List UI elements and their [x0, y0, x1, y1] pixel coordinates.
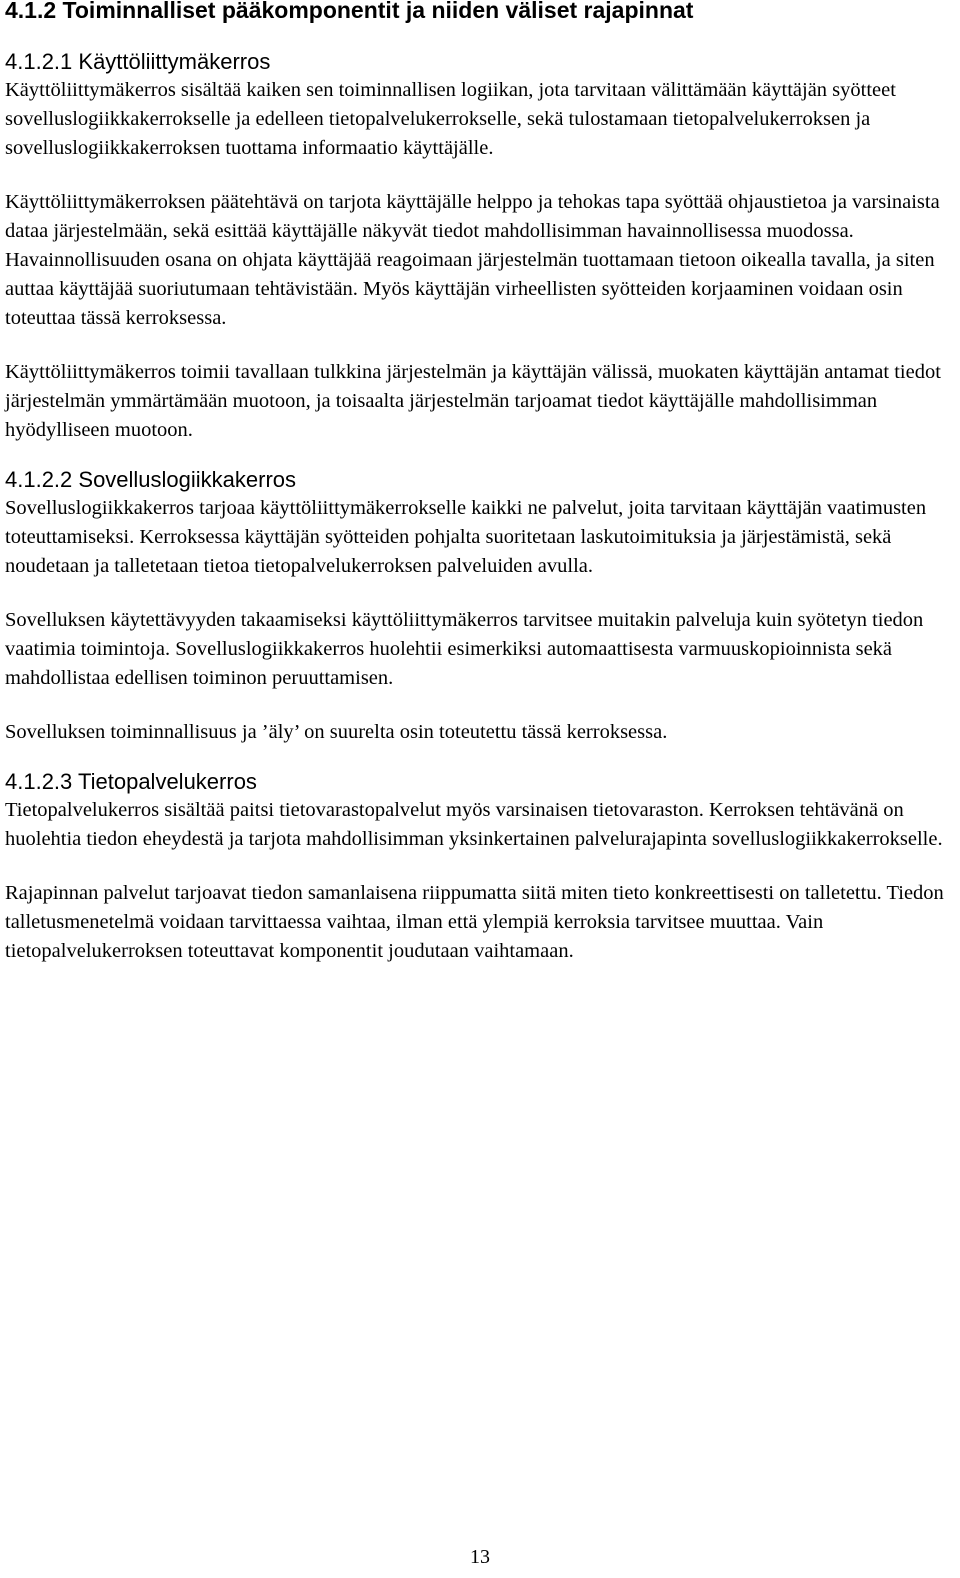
- paragraph: Tietopalvelukerros sisältää paitsi tietovarastopalvelut myös varsinaisen tietovaraston. Kerroksen tehtävänä on huolehtia tiedon eheydestä ja tarjota mahdollisimman yksinkertainen palvelurajapinta sovelluslogiikkakerrokselle.: [5, 799, 943, 850]
- subsection-heading-kayttoliittymakerros: 4.1.2.1 Käyttöliittymäkerros: [5, 49, 271, 74]
- subsection-heading-tietopalvelukerros: 4.1.2.3 Tietopalvelukerros: [5, 769, 257, 794]
- section-heading: 4.1.2 Toiminnalliset pääkomponentit ja niiden väliset rajapinnat: [5, 0, 694, 23]
- paragraph: Rajapinnan palvelut tarjoavat tiedon samanlaisena riippumatta siitä miten tieto konkreettisesti on talletettu. Tiedon talletusmenetelmä voidaan tarvittaessa vaihtaa, ilman että ylempiä kerroksia tarvitsee muuttaa. Vain tietopalvelukerroksen toteuttavat komponentit joudutaan vaihtamaan.: [5, 882, 944, 962]
- page-number: 13: [470, 1546, 490, 1568]
- paragraph: Sovelluslogiikkakerros tarjoaa käyttöliittymäkerrokselle kaikki ne palvelut, joita tarvitaan käyttäjän vaatimusten toteuttamiseksi. Kerroksessa käyttäjän syötteiden pohjalta suoritetaan laskutoimituksia ja järjestämistä, sekä noudetaan ja talletetaan tietoa tietopalvelukerroksen palveluiden avulla.: [5, 497, 927, 577]
- paragraph: Käyttöliittymäkerros sisältää kaiken sen toiminnallisen logiikan, jota tarvitaan välittämään käyttäjän syötteet sovelluslogiikkakerrokselle ja edelleen tietopalvelukerrokselle, sekä tulostamaan tietopalvelukerroksen ja sovelluslogiikkakerroksen tuottama informaatio käyttäjälle.: [5, 79, 896, 159]
- paragraph: Käyttöliittymäkerroksen päätehtävä on tarjota käyttäjälle helppo ja tehokas tapa syöttää ohjaustietoa ja varsinaista dataa järjestelmään, sekä esittää käyttäjälle näkyvät tiedot mahdollisimman havainnollisessa muodossa. Havainnollisuuden osana on ohjata käyttäjää reagoimaan järjestelmän tuottamaan tietoon oikealla tavalla, ja siten auttaa käyttäjää suoriutumaan tehtävistään. Myös käyttäjän virheellisten syötteiden korjaaminen voidaan osin toteuttaa tässä kerroksessa.: [5, 191, 940, 329]
- subsection-heading-sovelluslogiikkakerros: 4.1.2.2 Sovelluslogiikkakerros: [5, 467, 297, 492]
- paragraph: Sovelluksen toiminnallisuus ja ’äly’ on suurelta osin toteutettu tässä kerroksessa.: [5, 721, 668, 743]
- paragraph: Sovelluksen käytettävyyden takaamiseksi käyttöliittymäkerros tarvitsee muitakin palveluja kuin syötetyn tiedon vaatimia toimintoja. Sovelluslogiikkakerros huolehtii esimerkiksi automaattisesta varmuuskopioinnista sekä mahdollistaa edellisen toiminon peruuttamisen.: [5, 609, 924, 689]
- paragraph: Käyttöliittymäkerros toimii tavallaan tulkkina järjestelmän ja käyttäjän välissä, muokaten käyttäjän antamat tiedot järjestelmän ymmärtämään muotoon, ja toisaalta järjestelmän tarjoamat tiedot käyttäjälle mahdollisimman hyödylliseen muotoon.: [5, 361, 941, 441]
- document-page: [5, 0, 957, 966]
